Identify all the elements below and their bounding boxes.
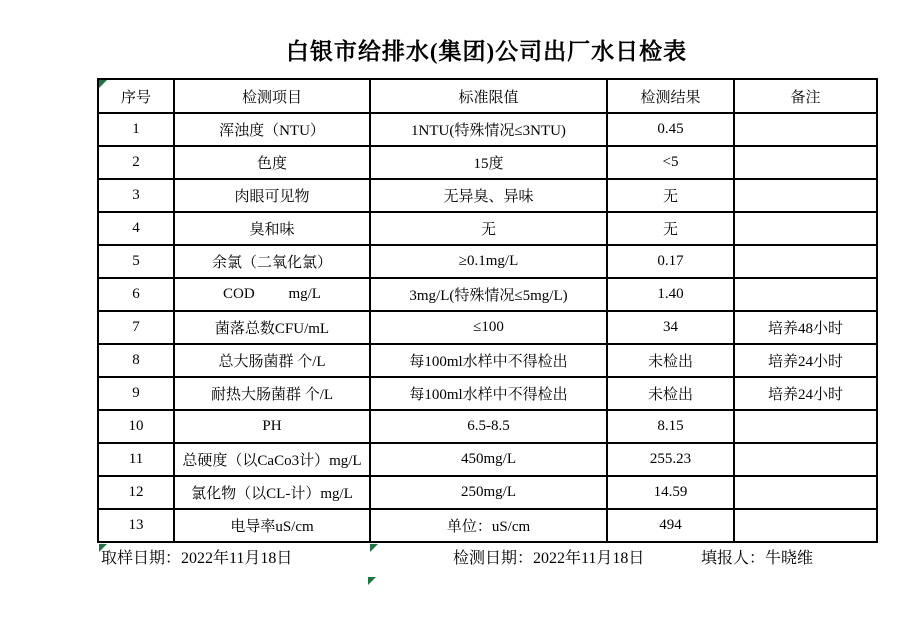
table-row — [98, 113, 877, 146]
test-date: 检测日期：2022年11月18日 — [453, 550, 645, 567]
header-result: 检测结果 — [607, 79, 734, 113]
header-seq: 序号 — [98, 79, 174, 113]
table-row — [98, 245, 877, 278]
cell-remark — [734, 179, 877, 212]
cell-seq: 11 — [98, 443, 174, 476]
cell-remark — [734, 146, 877, 179]
cell-limit: 15度 — [370, 146, 607, 179]
cell-limit: 6.5-8.5 — [370, 410, 607, 443]
table-row — [98, 146, 877, 179]
cell-item: 电导率uS/cm — [174, 509, 370, 542]
cell-result: 494 — [607, 509, 734, 542]
table-row — [98, 344, 877, 377]
cell-seq: 10 — [98, 410, 174, 443]
cell-limit: ≥0.1mg/L — [370, 245, 607, 278]
cell-seq: 12 — [98, 476, 174, 509]
cell-result: 未检出 — [607, 377, 734, 410]
cell-remark — [734, 245, 877, 278]
cell-remark — [734, 278, 877, 311]
cell-seq: 2 — [98, 146, 174, 179]
table-row — [98, 509, 877, 542]
cell-item: 余氯（二氧化氯） — [174, 245, 370, 278]
cell-remark — [734, 476, 877, 509]
table-row — [98, 179, 877, 212]
cell-error-indicator-icon — [370, 544, 378, 552]
cell-remark: 培养24小时 — [734, 377, 877, 410]
cell-item: COD mg/L — [174, 278, 370, 311]
inspection-table — [97, 78, 878, 543]
cell-remark — [734, 410, 877, 443]
cell-limit: 450mg/L — [370, 443, 607, 476]
cell-error-indicator-icon — [368, 577, 376, 585]
cell-result: 8.15 — [607, 410, 734, 443]
page-title: 白银市给排水(集团)公司出厂水日检表 — [285, 39, 688, 64]
cell-remark — [734, 509, 877, 542]
cell-result: <5 — [607, 146, 734, 179]
cell-result: 无 — [607, 212, 734, 245]
cell-result: 未检出 — [607, 344, 734, 377]
table-row — [98, 476, 877, 509]
cell-item: 浑浊度（NTU） — [174, 113, 370, 146]
table-row — [98, 278, 877, 311]
table-header-row — [98, 79, 877, 113]
table-row — [98, 311, 877, 344]
header-limit: 标准限值 — [370, 79, 607, 113]
cell-seq: 13 — [98, 509, 174, 542]
cell-remark: 培养48小时 — [734, 311, 877, 344]
cell-item: 色度 — [174, 146, 370, 179]
cell-remark — [734, 443, 877, 476]
table-row — [98, 377, 877, 410]
cell-result: 34 — [607, 311, 734, 344]
cell-limit: 每100ml水样中不得检出 — [370, 377, 607, 410]
cell-seq: 9 — [98, 377, 174, 410]
sampling-date: 取样日期：2022年11月18日 — [101, 550, 293, 567]
cell-remark — [734, 113, 877, 146]
cell-item: 总硬度（以CaCo3计）mg/L — [174, 443, 370, 476]
cell-limit: 250mg/L — [370, 476, 607, 509]
cell-limit: 单位：uS/cm — [370, 509, 607, 542]
cell-limit: 1NTU(特殊情况≤3NTU) — [370, 113, 607, 146]
cell-item: 肉眼可见物 — [174, 179, 370, 212]
table-row — [98, 212, 877, 245]
table-row — [98, 443, 877, 476]
cell-limit: 3mg/L(特殊情况≤5mg/L) — [370, 278, 607, 311]
header-item: 检测项目 — [174, 79, 370, 113]
cell-seq: 4 — [98, 212, 174, 245]
cell-result: 0.17 — [607, 245, 734, 278]
cell-result: 1.40 — [607, 278, 734, 311]
cell-result: 0.45 — [607, 113, 734, 146]
cell-remark: 培养24小时 — [734, 344, 877, 377]
cell-item: 总大肠菌群 个/L — [174, 344, 370, 377]
cell-seq: 8 — [98, 344, 174, 377]
cell-seq: 6 — [98, 278, 174, 311]
reporter: 填报人：牛晓维 — [701, 550, 814, 567]
cell-item: 菌落总数CFU/mL — [174, 311, 370, 344]
cell-limit: 无 — [370, 212, 607, 245]
cell-limit: 每100ml水样中不得检出 — [370, 344, 607, 377]
cell-seq: 1 — [98, 113, 174, 146]
cell-item: 氯化物（以CL-计）mg/L — [174, 476, 370, 509]
header-remark: 备注 — [734, 79, 877, 113]
table-row — [98, 410, 877, 443]
cell-item: 耐热大肠菌群 个/L — [174, 377, 370, 410]
cell-limit: 无异臭、异味 — [370, 179, 607, 212]
cell-result: 无 — [607, 179, 734, 212]
cell-remark — [734, 212, 877, 245]
cell-seq: 3 — [98, 179, 174, 212]
cell-seq: 7 — [98, 311, 174, 344]
cell-result: 14.59 — [607, 476, 734, 509]
cell-limit: ≤100 — [370, 311, 607, 344]
cell-item: PH — [174, 410, 370, 443]
cell-result: 255.23 — [607, 443, 734, 476]
cell-seq: 5 — [98, 245, 174, 278]
cell-item: 臭和味 — [174, 212, 370, 245]
